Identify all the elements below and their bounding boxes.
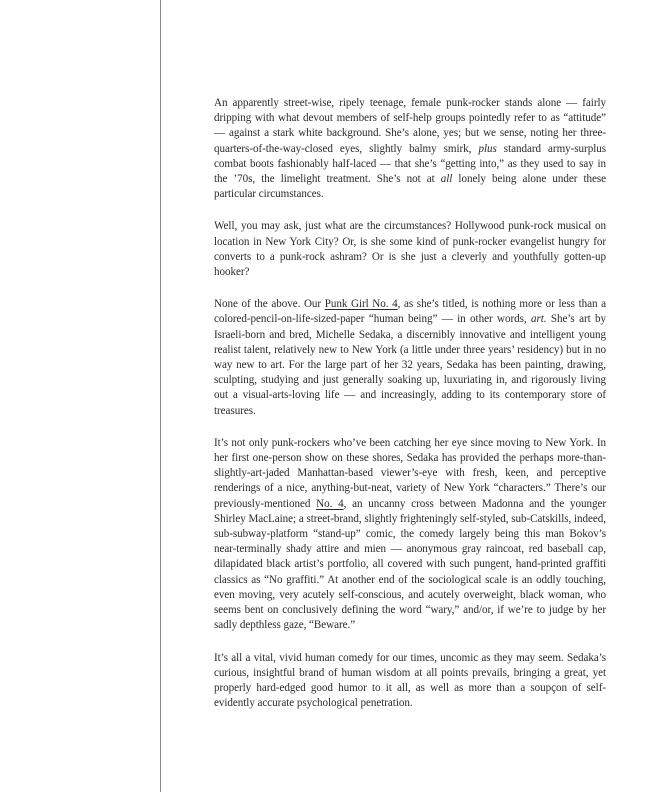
p3-italic-art: art. xyxy=(530,313,547,326)
margin-rule xyxy=(160,0,161,792)
p1-text-a: An apparently street-wise, ripely teenage, female punk-rocker stands alone — fairly dripping with what devout members of self-help groups pointedly refer to as “attitude” — against a stark white background. She’s alone, yes; but we sense, noting her three-quarters-of-the-way-closed eyes, slightly balmy smirk, xyxy=(214,97,606,155)
paragraph-2: Well, you may ask, just what are the circumstances? Hollywood punk-rock musical on location in New York City? Or, is she some kind of punk-rocker evangelist hungry for converts to a punk-rock ashram? Or is she just a cleverly and youthfully gotten-up hooker? xyxy=(214,220,606,279)
p1-text-c: standard army-surplus combat boots fashionably half-laced — that she’s “getting into,” as they used to say in the ’70s, the limelight treatment. She’s not at xyxy=(214,142,606,186)
p4-text-a: It’s not only punk-rockers who’ve been catching her eye since moving to New York. In her first one-person show on these shores, Sedaka has provided the perhaps more-than-slightly-art-jaded Manhattan-based viewer’s-eye with fresh, keen, and perceptive renderings of a nice, anything-but-neat, variety of New York “characters.” There’s our previously-mentioned xyxy=(214,436,606,510)
p1-italic-all: all xyxy=(440,173,453,186)
artwork-title-no-4: No. 4 xyxy=(316,497,344,510)
p1-text-e: lonely being alone under these particular circumstances. xyxy=(214,173,606,201)
p1-italic-plus: plus xyxy=(478,142,497,155)
paragraph-4 xyxy=(214,436,606,634)
p3-text-c: , as she’s titled, is nothing more or less than a colored-pencil-on-life-sized-paper “human being” — in other words, xyxy=(214,298,606,326)
artwork-title-punk-girl: Punk Girl No. 4 xyxy=(324,298,398,311)
paragraph-1 xyxy=(214,96,606,202)
article-body xyxy=(214,96,606,728)
paragraph-3 xyxy=(214,297,606,419)
p3-text-e: She’s art by Israeli-born and bred, Michelle Sedaka, a discernibly innovative and intelligent young realist talent, relatively new to New York (a little under three years’ residency) but in no way new to art. For the large part of her 32 years, Sedaka has been painting, drawing, sculpting, studying and just generally soaking up, luxuriating in, and rigorously living out a visual-arts-loving life — and increasingly, adding to its contemporary store of treasures. xyxy=(214,313,606,417)
paragraph-5: It’s all a vital, vivid human comedy for our times, uncomic as they may seem. Sedaka’s curious, insightful brand of human wisdom at all points prevails, bringing a great, yet properly hard-edged good humor to it all, as well as more than a soupçon of self-evidently accurate psychological penetration. xyxy=(214,651,606,710)
p4-text-c: , an uncanny cross between Madonna and the younger Shirley MacLaine; a street-brand, slightly frighteningly self-styled, sub-Catskills, indeed, sub-subway-platform “stand-up” comic, the comedy largely being this man Bokov’s near-terminally shady attire and mien — anonymous gray raincoat, red baseball cap, dilapidated black artist’s portfolio, all covered with such pungent, hand-printed graffiti classics as “No graffiti.” At another end of the sociological scale is an oddly touching, even moving, very acutely self-conscious, and acutely overweight, black woman, who seems bent on conclusively defining the word “wary,” and/or, if we’re to judge by her sadly depthless gaze, “Beware.” xyxy=(214,497,606,632)
p3-text-a: None of the above. Our xyxy=(214,298,325,311)
